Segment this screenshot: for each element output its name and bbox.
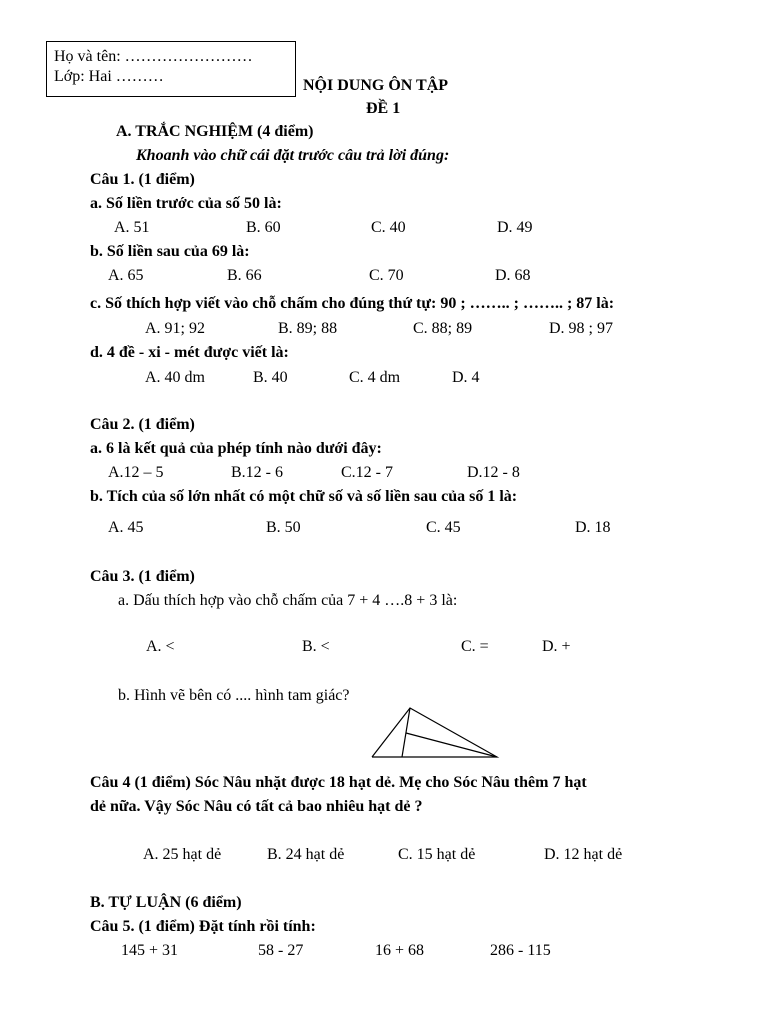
q1-title: Câu 1. (1 điểm) — [90, 171, 195, 188]
q4-option-a: A. 25 hạt dẻ — [143, 846, 222, 863]
q1d-text: d. 4 đề - xi - mét được viết là: — [90, 344, 289, 361]
part-b-heading: B. TỰ LUẬN (6 điểm) — [90, 894, 242, 911]
q1c-option-c: C. 88; 89 — [413, 320, 473, 337]
q3a-option-c: C. = — [461, 638, 489, 655]
q2a-option-a: A.12 – 5 — [108, 464, 164, 481]
q3a-option-d: D. + — [542, 638, 571, 655]
q3a-option-a: A. < — [146, 638, 175, 655]
q1d-option-c: C. 4 dm — [349, 369, 401, 386]
q2-title: Câu 2. (1 điểm) — [90, 416, 195, 433]
q1b-option-b: B. 66 — [227, 267, 262, 284]
q2b-option-b: B. 50 — [266, 519, 301, 536]
part-a-heading: A. TRẮC NGHIỆM (4 điểm) — [116, 123, 314, 140]
q3b-text: b. Hình vẽ bên có .... hình tam giác? — [118, 687, 350, 704]
q4-text-line1: Câu 4 (1 điểm) Sóc Nâu nhặt được 18 hạt dẻ. Mẹ cho Sóc Nâu thêm 7 hạt — [90, 774, 587, 791]
q1d-option-a: A. 40 dm — [145, 369, 205, 386]
q4-option-d: D. 12 hạt dẻ — [544, 846, 623, 863]
q2b-option-c: C. 45 — [426, 519, 461, 536]
q2a-option-d: D.12 - 8 — [467, 464, 520, 481]
q5-item-4: 286 - 115 — [490, 942, 551, 959]
q1d-option-d: D. 4 — [452, 369, 480, 386]
part-a-instruction: Khoanh vào chữ cái đặt trước câu trả lời đúng: — [136, 147, 450, 164]
triangle-outline — [372, 708, 497, 757]
q2b-option-a: A. 45 — [108, 519, 144, 536]
q2b-option-d: D. 18 — [575, 519, 611, 536]
q4-option-b: B. 24 hạt dẻ — [267, 846, 345, 863]
q4-text-line2: dẻ nữa. Vậy Sóc Nâu có tất cả bao nhiêu hạt dẻ ? — [90, 798, 423, 815]
q4-option-c: C. 15 hạt dẻ — [398, 846, 476, 863]
q1c-option-d: D. 98 ; 97 — [549, 320, 613, 337]
triangle-figure — [370, 706, 502, 760]
page-subtitle: ĐỀ 1 — [366, 100, 401, 117]
q1c-option-a: A. 91; 92 — [145, 320, 205, 337]
q5-item-2: 58 - 27 — [258, 942, 304, 959]
q3-title: Câu 3. (1 điểm) — [90, 568, 195, 585]
q1a-text: a. Số liền trước của số 50 là: — [90, 195, 282, 212]
q1b-option-c: C. 70 — [369, 267, 404, 284]
q5-item-3: 16 + 68 — [375, 942, 425, 959]
triangle-inner-line-1 — [402, 708, 410, 757]
student-class-line: Lớp: Hai ……… — [54, 68, 164, 85]
q1c-text: c. Số thích hợp viết vào chỗ chấm cho đúng thứ tự: 90 ; …….. ; …….. ; 87 là: — [90, 295, 615, 312]
q1b-option-d: D. 68 — [495, 267, 531, 284]
q1a-option-c: C. 40 — [371, 219, 406, 236]
q2a-option-c: C.12 - 7 — [341, 464, 393, 481]
q2a-option-b: B.12 - 6 — [231, 464, 283, 481]
q3a-text: a. Dấu thích hợp vào chỗ chấm của 7 + 4 ….8 + 3 là: — [118, 592, 458, 609]
q5-title: Câu 5. (1 điểm) Đặt tính rồi tính: — [90, 918, 316, 935]
page-title: NỘI DUNG ÔN TẬP — [303, 77, 449, 94]
q2b-text: b. Tích của số lớn nhất có một chữ số và số liền sau của số 1 là: — [90, 488, 518, 505]
q1a-option-d: D. 49 — [497, 219, 533, 236]
q5-item-1: 145 + 31 — [121, 942, 179, 959]
q1c-option-b: B. 89; 88 — [278, 320, 338, 337]
q3a-option-b: B. < — [302, 638, 330, 655]
q1a-option-b: B. 60 — [246, 219, 281, 236]
q1b-option-a: A. 65 — [108, 267, 144, 284]
triangle-inner-line-2 — [406, 733, 497, 757]
student-name-line: Họ và tên: …………………… — [54, 48, 253, 65]
q2a-text: a. 6 là kết quả của phép tính nào dưới đây: — [90, 440, 382, 457]
q1b-text: b. Số liền sau của 69 là: — [90, 243, 250, 260]
q1a-option-a: A. 51 — [114, 219, 150, 236]
q1d-option-b: B. 40 — [253, 369, 288, 386]
